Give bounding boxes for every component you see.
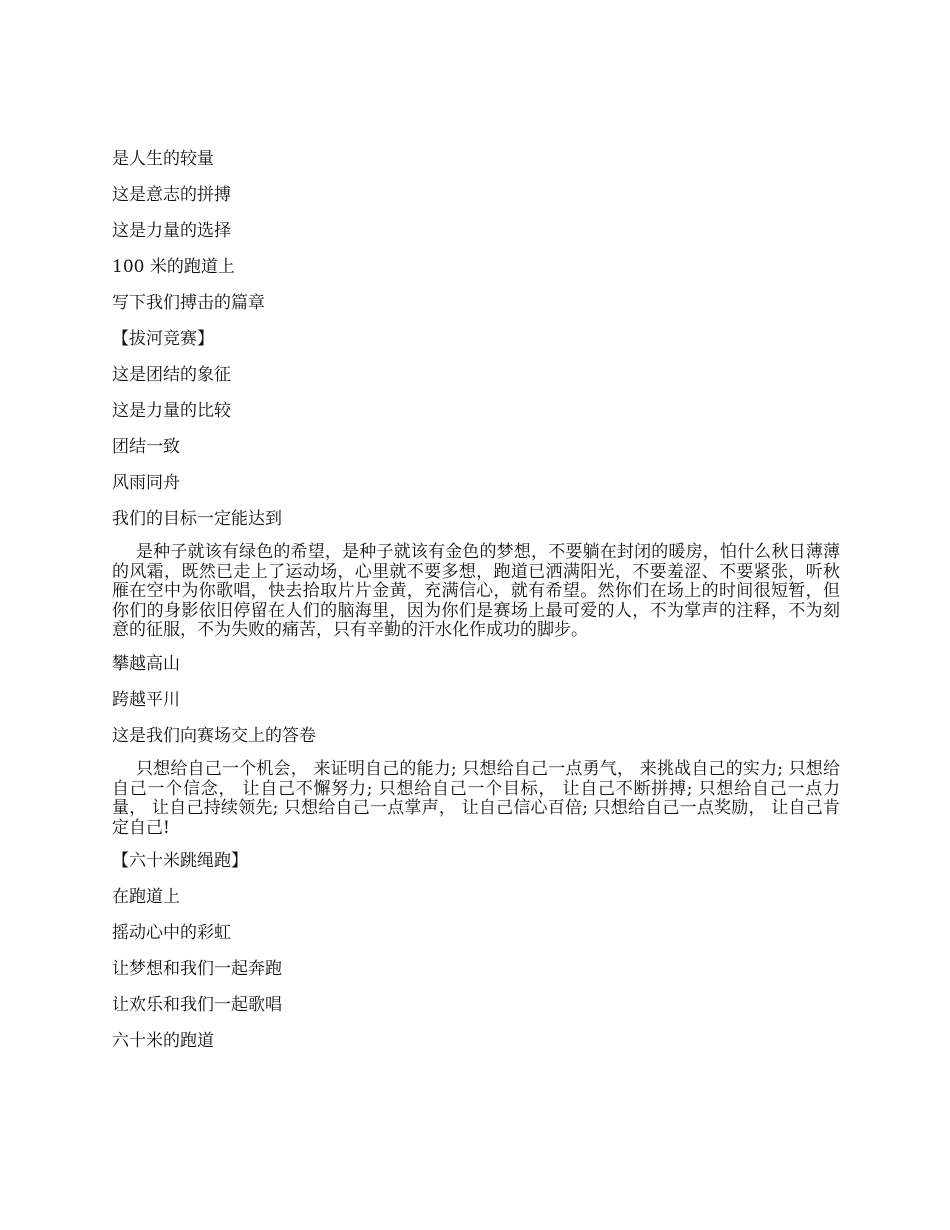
text-line: 这是力量的选择: [112, 221, 231, 241]
text-line: 攀越高山: [112, 653, 180, 674]
text-line: 六十米的跑道: [112, 1031, 214, 1052]
text-line: 让梦想和我们一起奔跑: [112, 959, 282, 980]
section-heading: 【拔河竞赛】: [112, 329, 214, 349]
text-line: 风雨同舟: [112, 473, 180, 493]
text-line: 摇动心中的彩虹: [112, 923, 231, 944]
text-line: 这是团结的象征: [112, 365, 231, 385]
paragraph: 只想给自己一个机会， 来证明自己的能力; 只想给自己一点勇气， 来挑战自己的实力; 只想给自己一个信念， 让自己不懈努力; 只想给自己一个目标， 让自己不断拼搏; 只想给自己一点力量， 让自己持续领先; 只想给自己一点掌声， 让自己信心百倍; 只想给自己一点奖励， 让自己肯定自己!: [112, 758, 840, 838]
text-line: 这是意志的拼搏: [112, 185, 231, 205]
text-line: 100 米的跑道上: [112, 257, 235, 277]
text-line: 我们的目标一定能达到: [112, 509, 282, 529]
text-line: 在跑道上: [112, 887, 180, 908]
text-line: 这是力量的比较: [112, 401, 231, 421]
section-heading: 【六十米跳绳跑】: [112, 851, 248, 872]
text-line: 写下我们搏击的篇章: [112, 293, 265, 313]
paragraph: 是种子就该有绿色的希望，是种子就该有金色的梦想，不要躺在封闭的暖房，怕什么秋日薄薄的风霜，既然已走上了运动场，心里就不要多想，跑道已洒满阳光，不要羞涩、不要紧张，听秋雁在空中为你歌唱，快去拾取片片金黄，充满信心，就有希望。然你们在场上的时间很短暂，但你们的身影依旧停留在人们的脑海里，因为你们是赛场上最可爱的人，不为掌声的注释，不为刻意的征服，不为失败的痛苦，只有辛勤的汗水化作成功的脚步。: [112, 542, 840, 641]
text-line: 跨越平川: [112, 689, 180, 710]
document-body: [112, 147, 840, 1065]
text-line: 这是我们向赛场交上的答卷: [112, 725, 316, 746]
text-line: 团结一致: [112, 437, 180, 457]
text-line: 让欢乐和我们一起歌唱: [112, 995, 282, 1016]
text-line: 是人生的较量: [112, 149, 214, 169]
